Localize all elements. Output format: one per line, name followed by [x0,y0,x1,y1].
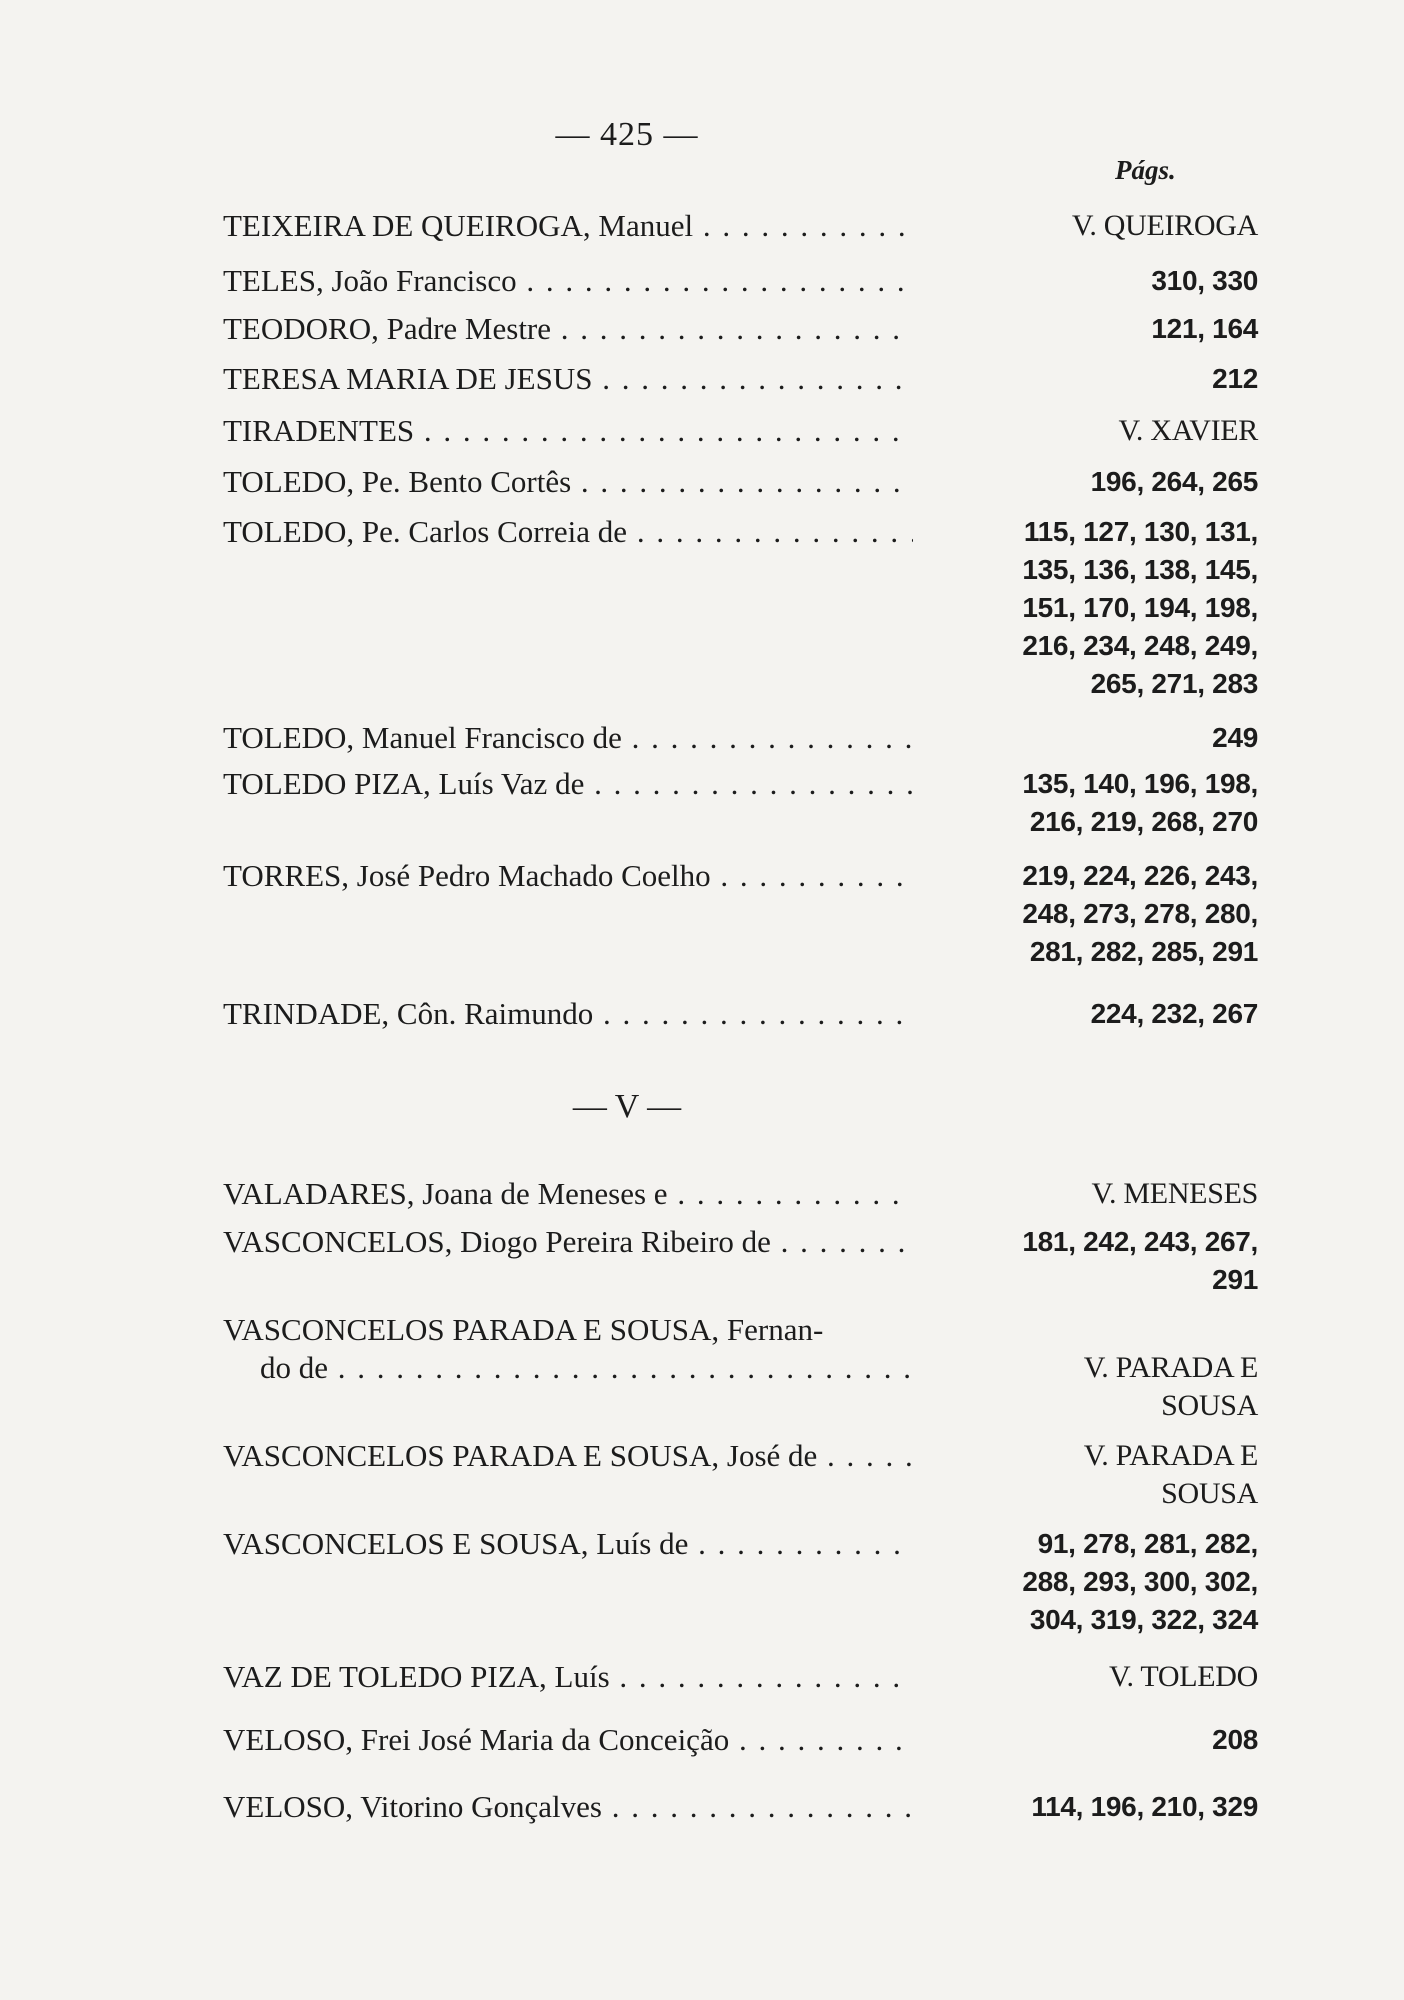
index-entry [223,1658,1258,1696]
entry-name [223,995,913,1033]
entry-name-text: VELOSO, Vitorino Gonçalves [223,1789,602,1824]
entry-name-text: VELOSO, Frei José Maria da Conceição [223,1722,730,1757]
entry-pages-line: 196, 264, 265 [1090,466,1258,497]
entry-pages-line: 135, 136, 138, 145, [1022,554,1258,585]
index-entry [223,995,1258,1033]
entry-name-text: VASCONCELOS, Diogo Pereira Ribeiro de [223,1224,771,1259]
entry-name [223,1788,913,1826]
entry-name [223,262,913,300]
index-entry [223,360,1258,398]
entry-pages [913,995,1258,1033]
entry-pages-line: V. MENESES [1091,1177,1258,1210]
entry-name-text: TORRES, José Pedro Machado Coelho [223,858,711,893]
entry-name-text: TOLEDO, Pe. Carlos Correia de [223,514,628,549]
entry-name-text: VALADARES, Joana de Meneses e [223,1176,668,1211]
entry-pages-line: 248, 273, 278, 280, [1022,898,1258,929]
index-entry [223,1311,1258,1425]
entry-pages-line: V. TOLEDO [1109,1660,1258,1693]
entry-pages-line: SOUSA [1161,1477,1258,1510]
entry-pages-line: 288, 293, 300, 302, [1022,1566,1258,1597]
index-entry [223,1437,1258,1513]
entry-name [223,1721,913,1759]
entry-name-text: TIRADENTES [223,413,415,448]
entry-name-text: TELES, João Francisco [223,263,517,298]
entry-pages [913,1658,1258,1696]
entry-pages-line: 304, 319, 322, 324 [1029,1604,1258,1635]
index-entry [223,1788,1258,1826]
entry-pages [913,1525,1258,1639]
pages-column-header: Págs. [1115,155,1176,185]
entry-name-text: VASCONCELOS PARADA E SOUSA, José de [223,1438,818,1473]
entry-pages-line: 151, 170, 194, 198, [1022,592,1258,623]
entry-pages-line: 181, 242, 243, 267, [1022,1226,1258,1257]
index-entry [223,513,1258,703]
entry-name [223,310,913,348]
entry-name-text: VAZ DE TOLEDO PIZA, Luís [223,1659,610,1694]
entry-pages-line: 114, 196, 210, 329 [1031,1791,1258,1822]
entry-pages-line: 135, 140, 196, 198, [1022,768,1258,799]
index-entry [223,1175,1258,1213]
entry-name-line1: VASCONCELOS PARADA E SOUSA, Fernan- [223,1312,824,1347]
entry-pages-line: 121, 164 [1151,313,1258,344]
index-entry [223,719,1258,757]
entry-pages [913,1223,1258,1299]
entry-name-text: TERESA MARIA DE JESUS [223,361,593,396]
entry-pages [913,513,1258,703]
entry-pages [913,765,1258,841]
entry-pages-line: 265, 271, 283 [1090,668,1258,699]
entry-pages-line: SOUSA [1161,1389,1258,1422]
index-entry [223,765,1258,841]
entry-pages-line: 115, 127, 130, 131, [1023,516,1258,547]
entry-pages-line: 91, 278, 281, 282, [1037,1528,1258,1559]
entry-name [223,1223,913,1299]
entry-name [223,207,913,245]
entry-pages-line: 216, 219, 268, 270 [1029,806,1258,837]
entry-pages-line: 208 [1212,1724,1258,1755]
entry-name-text: TEODORO, Padre Mestre [223,311,552,346]
entry-name [223,360,913,398]
index-entry [223,262,1258,300]
entry-name [223,412,913,450]
entry-name [223,857,913,971]
entry-name [223,765,913,841]
entry-pages-line: 249 [1212,722,1258,753]
entry-name [223,1175,913,1213]
entry-pages-line: 212 [1212,363,1258,394]
entry-pages-line: 291 [1212,1264,1258,1295]
entry-pages [913,310,1258,348]
entry-pages [913,719,1258,757]
index-entry [223,1525,1258,1639]
entry-pages [913,207,1258,245]
entry-pages-line: V. XAVIER [1118,414,1258,447]
entry-pages [913,1437,1258,1513]
index-entry [223,207,1258,245]
entry-name [223,1437,913,1513]
entry-name-text: TOLEDO, Manuel Francisco de [223,720,622,755]
index-entry [223,310,1258,348]
entry-name [223,719,913,757]
entry-pages-line: 216, 234, 248, 249, [1022,630,1258,661]
index-entry [223,412,1258,450]
entry-name-text: TEIXEIRA DE QUEIROGA, Manuel [223,208,694,243]
page-number: — 425 — [555,116,699,153]
entry-pages-line: 219, 224, 226, 243, [1022,860,1258,891]
entry-pages-line: V. QUEIROGA [1071,209,1258,242]
entry-name [223,1525,913,1639]
entry-name [223,1658,913,1696]
index-entry [223,1721,1258,1759]
entry-pages [913,463,1258,501]
entry-pages [913,1311,1258,1425]
entry-pages-line: 281, 282, 285, 291 [1029,936,1258,967]
entry-name-line2: do de . . . [223,1349,913,1387]
index-entry [223,1223,1258,1299]
entry-pages [913,1788,1258,1826]
entry-name [223,513,913,703]
entry-name-text: TOLEDO PIZA, Luís Vaz de [223,766,585,801]
entry-name-text: TOLEDO, Pe. Bento Cortês [223,464,572,499]
index-entry [223,463,1258,501]
entry-pages [913,262,1258,300]
entry-pages-line: 310, 330 [1151,265,1258,296]
entry-pages [913,1175,1258,1213]
index-entry [223,857,1258,971]
entry-pages [913,857,1258,971]
entry-pages [913,360,1258,398]
entry-pages [913,1721,1258,1759]
entry-pages-line: V. PARADA E [1083,1351,1258,1384]
entry-name [223,1311,913,1425]
entry-name-text: VASCONCELOS E SOUSA, Luís de [223,1526,689,1561]
entry-pages-line: V. PARADA E [1083,1439,1258,1472]
entry-name [223,463,913,501]
section-heading-v: — V — [572,1088,682,1125]
entry-pages-line: 224, 232, 267 [1090,998,1258,1029]
entry-pages [913,412,1258,450]
entry-name-text: TRINDADE, Côn. Raimundo [223,996,594,1031]
